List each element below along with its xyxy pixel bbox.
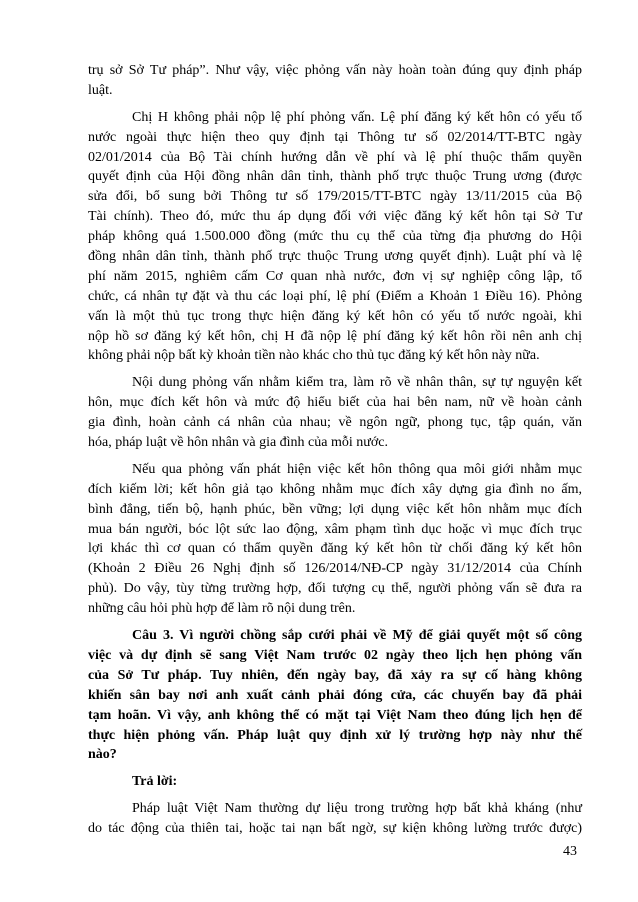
body-text-line: mua bán người, bóc lột sức lao động, xâm phạm tình dục hoặc vì mục đích trục [88,521,582,537]
body-text-line: pháp không quá 1.500.000 đồng (mức thu cụ thể của từng địa phương do Hội [88,229,582,245]
body-text-line: vấn là một thủ tục trong thực hiện đăng ký kết hôn có yếu tố nước ngoài, khi [88,308,582,324]
answer-paragraph [88,799,582,839]
body-text-line: gia đình, hoàn cảnh cá nhân của nhau; về ngôn ngữ, phong tục, tập quán, văn [88,415,582,431]
question-text-line: nào? [88,747,117,763]
question-heading [88,626,582,765]
body-text-line: phủ). Do vậy, tùy từng trường hợp, đối tượng cụ thể, người phỏng vấn sẽ đưa ra [88,581,582,597]
body-text-line: phí năm 2015, nghiêm cấm Cơ quan nhà nước, đơn vị sự nghiệp công lập, tổ [88,268,582,284]
answer-label-text: Trả lời: [132,774,178,790]
body-text-line: chức, cá nhân tự đặt và thu các loại phí, lệ phí (Điểm a Khoản 1 Điều 16). Phỏng [88,288,582,304]
body-text-line: đồng nhân dân tỉnh, thành phố trực thuộc Trung ương quyết định). Luật phí và lệ [88,249,582,265]
answer-label [88,772,582,792]
body-text-line: sửa đổi, bổ sung bởi Thông tư số 179/2015/TT-BTC ngày 13/11/2015 của Bộ [88,189,582,205]
question-text-line: Câu 3. Vì người chồng sắp cưới phải về Mỹ để giải quyết một số công [132,628,582,644]
body-text-line: trụ sở Sở Tư pháp”. Như vậy, việc phỏng vấn này hoàn toàn đúng quy định pháp [88,63,582,78]
page-number: 43 [563,844,577,859]
body-text-line: hóa, pháp luật về hôn nhân và gia đình của mỗi nước. [88,435,388,451]
body-text-line: 02/01/2014 của Bộ Tài chính hướng dẫn về phí và lệ phí thuộc thẩm quyền [88,149,582,165]
body-text-line: Tài chính). Theo đó, mức thu áp dụng đối với việc đăng ký kết hôn tại Sở Tư [88,209,582,225]
question-text-line: khiến sân bay nơi anh xuất cảnh phải đóng cửa, các chuyến bay đã phải [88,687,582,703]
paragraph [88,61,582,101]
paragraph [88,108,582,367]
body-text-line: luật. [88,82,113,98]
question-text-line: tạm hoãn. Vì vậy, anh không thể có mặt tại Việt Nam theo đúng lịch hẹn để [88,707,582,723]
page-body [88,61,582,839]
body-text-line: những câu hỏi phù hợp để làm rõ nội dung trên. [88,601,356,617]
body-text-line: do tác động của thiên tai, hoặc tai nạn bất ngờ, sự kiện không lường trước được) [88,821,582,837]
body-text-line: Nếu qua phỏng vấn phát hiện việc kết hôn thông qua môi giới nhằm mục [132,461,582,477]
body-text-line: nộp hồ sơ đăng ký kết hôn, chị H đã nộp lệ phí đăng ký kết hôn rồi nên anh chị [88,328,582,344]
body-text-line: Pháp luật Việt Nam thường dự liệu trong trường hợp bất khả kháng (như [132,801,582,817]
body-text-line: bình đẳng, tiến bộ, hạnh phúc, bền vững; lợi dụng việc kết hôn nhằm mục đích [88,501,582,517]
body-text-line: nước ngoài thực hiện theo quy định tại Thông tư số 02/2014/TT-BTC ngày [88,129,582,145]
body-text-line: quyết định của Hội đồng nhân dân tỉnh, thành phố trực thuộc Trung ương (được [88,169,582,185]
question-text-line: của Sở Tư pháp. Tuy nhiên, đến ngày bay, đã xảy ra sự cố hàng không [88,667,582,683]
body-text-line: (Khoản 2 Điều 26 Nghị định số 126/2014/NĐ-CP ngày 31/12/2014 của Chính [88,561,582,577]
body-text-line: không phải nộp bất kỳ khoản tiền nào khác cho thủ tục đăng ký kết hôn này nữa. [88,348,540,364]
paragraph [88,460,582,619]
body-text-line: lợi khác thì cơ quan có thẩm quyền đăng ký kết hôn từ chối đăng ký kết hôn [88,541,582,557]
question-text-line: thực hiện phỏng vấn. Pháp luật quy định xử lý trường hợp này như thế [88,727,582,743]
body-text-line: hôn, mục đích kết hôn và mức độ hiểu biết của hai bên nam, nữ về hoàn cảnh [88,395,582,411]
body-text-line: Chị H không phải nộp lệ phí phỏng vấn. Lệ phí đăng ký kết hôn có yếu tố [132,109,582,125]
paragraph [88,373,582,453]
body-text-line: đích kiếm lời; kết hôn giả tạo không nhằm mục đích xây dựng gia đình no ấm, [88,481,582,497]
body-text-line: Nội dung phỏng vấn nhằm kiểm tra, làm rõ về nhân thân, sự tự nguyện kết [132,375,582,391]
question-text-line: việc và dự định sẽ sang Việt Nam trước 02 ngày theo lịch hẹn phỏng vấn [88,647,582,663]
